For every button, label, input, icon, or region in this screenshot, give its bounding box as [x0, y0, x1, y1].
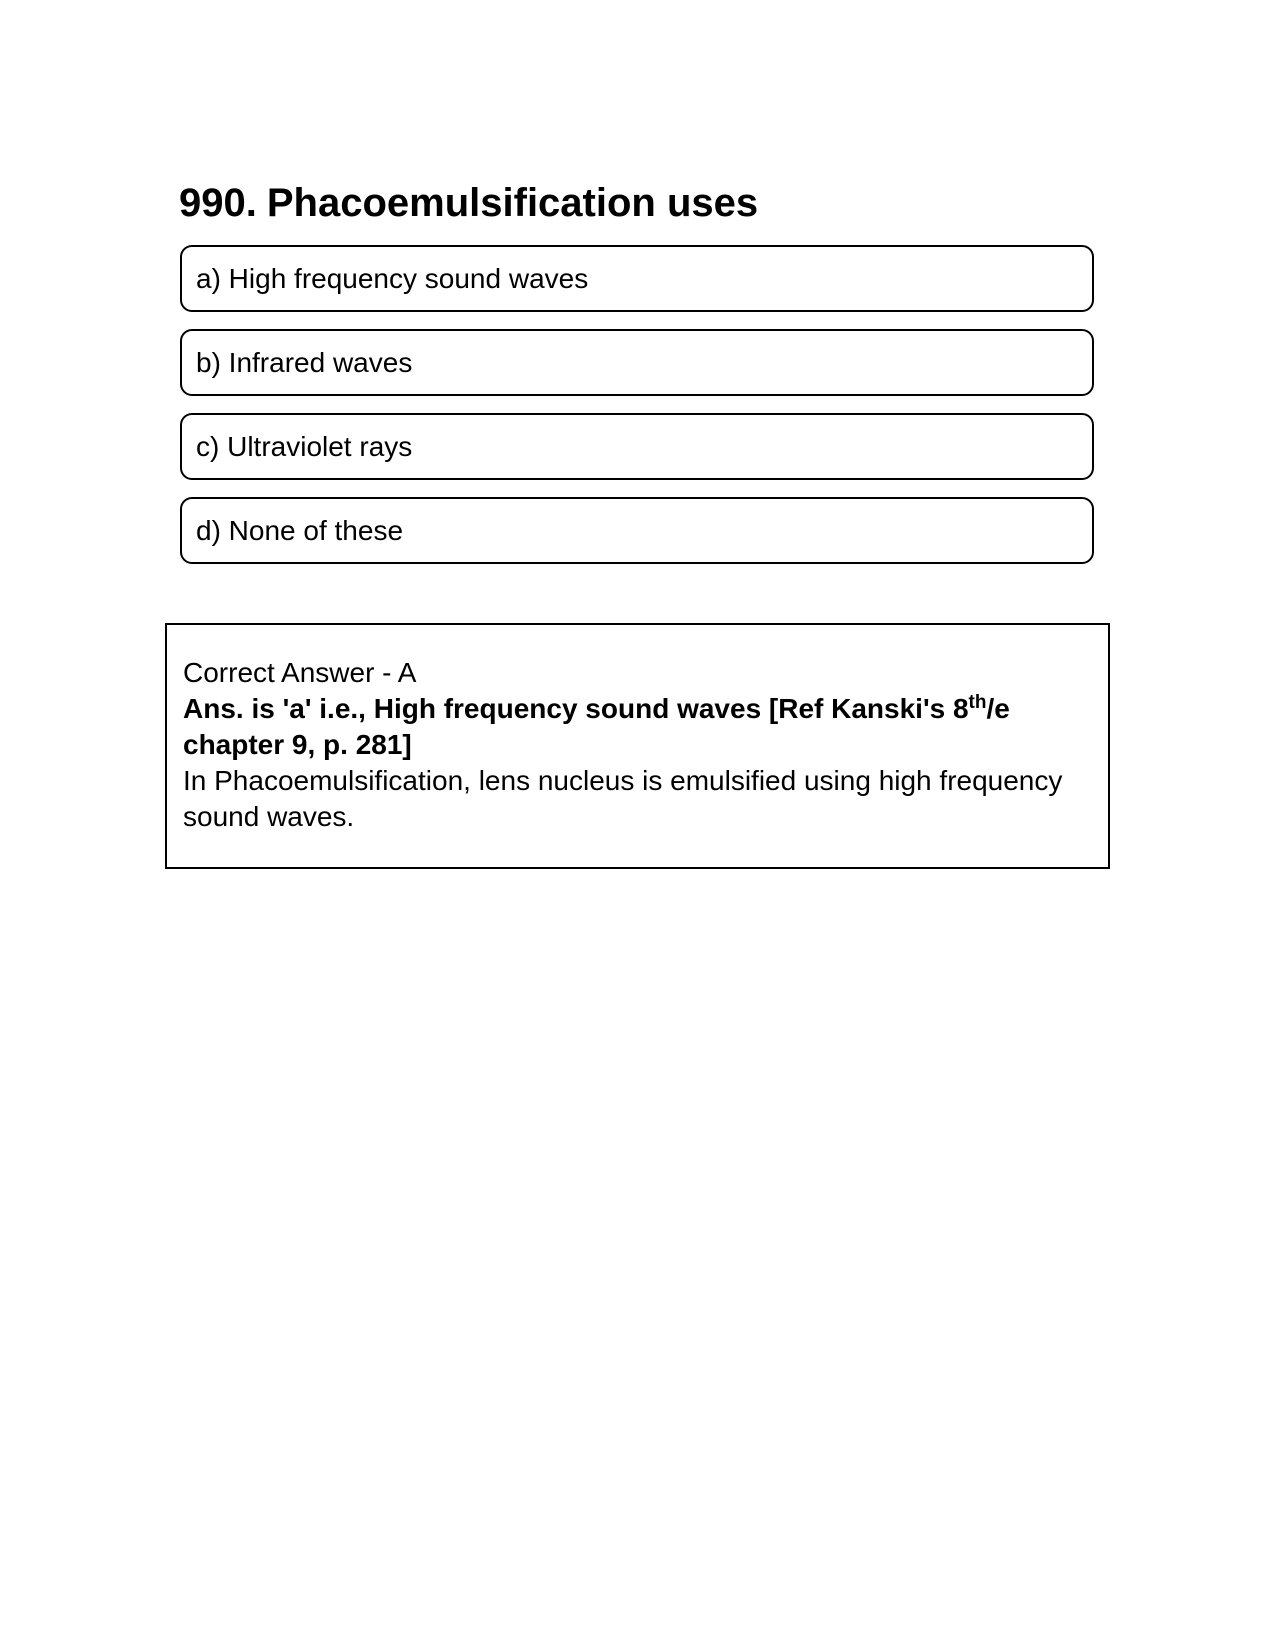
question-text: Phacoemulsification uses — [266, 181, 759, 225]
question-number: 990. — [179, 181, 257, 225]
answer-reference-suffix: /e chapter 9, p. 281] — [183, 693, 1010, 760]
option-c[interactable]: c) Ultraviolet rays — [180, 413, 1094, 480]
answer-explanation: In Phacoemulsification, lens nucleus is emulsified using high frequency sound waves. — [183, 765, 1063, 832]
answer-reference-prefix: Ans. is 'a' i.e., High frequency sound waves [Ref Kanski's 8 — [183, 693, 969, 724]
answer-box — [165, 623, 1110, 869]
option-d[interactable]: d) None of these — [180, 497, 1094, 564]
correct-answer-line: Correct Answer - A — [183, 657, 417, 688]
question-title — [179, 176, 758, 230]
option-b[interactable]: b) Infrared waves — [180, 329, 1094, 396]
answer-reference — [183, 691, 1094, 763]
answer-reference-superscript: th — [968, 692, 987, 713]
option-a[interactable]: a) High frequency sound waves — [180, 245, 1094, 312]
